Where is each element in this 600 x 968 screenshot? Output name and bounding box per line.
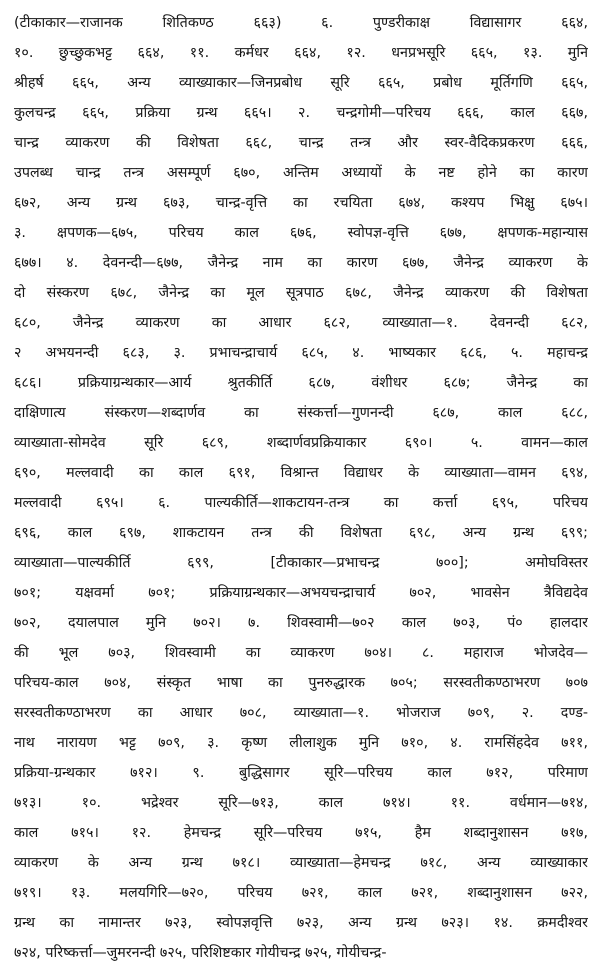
text-line-20: ७०१; यक्षवर्मा ७०१; प्रक्रियाग्रन्थकार—अभयचन्द्राचार्य ७०२, भावसेन त्रैविद्यदेव	[14, 585, 588, 601]
text-line-27: ७१३। १०. भद्रेश्वर सूरि—७१३, काल ७१४। ११. वर्धमान—७१४,	[14, 795, 588, 811]
text-line-24: सरस्वतीकण्ठाभरण का आधार ७०८, व्याख्याता—१. भोजराज ७०९, २. दण्ड-	[14, 705, 588, 721]
text-line-16: ६९०, मल्लवादी का काल ६९१, विश्रान्त विद्याधर के व्याख्याता—वामन ६९४,	[14, 465, 588, 481]
text-line-8: ३. क्षपणक—६७५, परिचय काल ६७६, स्वोपज्ञ-वृत्ति ६७७, क्षपणक-महान्यास	[14, 225, 588, 241]
text-line-2: १०. छुच्छुकभट्ट ६६४, ११. कर्मधर ६६४, १२. धनप्रभसूरि ६६५, १३. मुनि	[14, 45, 588, 61]
text-line-28: काल ७१५। १२. हेमचन्द्र सूरि—परिचय ७१५, हैम शब्दानुशासन ७१७,	[14, 825, 588, 841]
text-line-7: ६७२, अन्य ग्रन्थ ६७३, चान्द्र-वृत्ति का रचयिता ६७४, कश्यप भिक्षु ६७५।	[14, 195, 588, 211]
text-line-14: दाक्षिणात्य संस्करण—शब्दार्णव का संस्कर्त्ता—गुणनन्दी ६८७, काल ६८८,	[14, 405, 588, 421]
text-line-30: ७१९। १३. मलयगिरि—७२०, परिचय ७२१, काल ७२१, शब्दानुशासन ७२२,	[14, 885, 588, 901]
text-line-4: कुलचन्द्र ६६५, प्रक्रिया ग्रन्थ ६६५। २. चन्द्रगोमी—परिचय ६६६, काल ६६७,	[14, 105, 588, 121]
text-line-11: ६८०, जैनेन्द्र व्याकरण का आधार ६८२, व्याख्याता—१. देवनन्दी ६८२,	[14, 315, 588, 331]
text-line-25: नाथ नारायण भट्ट ७०९, ३. कृष्ण लीलाशुक मुनि ७१०, ४. रामसिंहदेव ७११,	[14, 735, 588, 751]
text-line-3: श्रीहर्ष ६६५, अन्य व्याख्याकार—जिनप्रबोध सूरि ६६५, प्रबोध मूर्तिगणि ६६५,	[14, 75, 588, 91]
text-line-22: की भूल ७०३, शिवस्वामी का व्याकरण ७०४। ८. महाराज भोजदेव—	[14, 645, 588, 661]
text-line-17: मल्लवादी ६९५। ६. पाल्यकीर्ति—शाकटायन-तन्त्र का कर्त्ता ६९५, परिचय	[14, 495, 588, 511]
text-line-21: ७०२, दयालपाल मुनि ७०२। ७. शिवस्वामी—७०२ काल ७०३, पं० हालदार	[14, 615, 588, 631]
text-line-23: परिचय-काल ७०४, संस्कृत भाषा का पुनरुद्धारक ७०५; सरस्वतीकण्ठाभरण ७०७	[14, 675, 588, 691]
text-line-6: उपलब्ध चान्द्र तन्त्र असम्पूर्ण ६७०, अन्तिम अध्यायों के नष्ट होने का कारण	[14, 165, 588, 181]
text-line-15: व्याख्याता-सोमदेव सूरि ६८९, शब्दार्णवप्रक्रियाकार ६९०। ५. वामन—काल	[14, 435, 588, 451]
text-line-12: २ अभयनन्दी ६८३, ३. प्रभाचन्द्राचार्य ६८५, ४. भाष्यकार ६८६, ५. महाचन्द्र	[14, 345, 588, 361]
text-line-10: दो संस्करण ६७८, जैनेन्द्र का मूल सूत्रपाठ ६७८, जैनेन्द्र व्याकरण की विशेषता	[14, 285, 588, 301]
text-line-29: व्याकरण के अन्य ग्रन्थ ७१८। व्याख्याता—हेमचन्द्र ७१८, अन्य व्याख्याकार	[14, 855, 588, 871]
text-line-18: ६९६, काल ६९७, शाकटायन तन्त्र की विशेषता ६९८, अन्य ग्रन्थ ६९९;	[14, 525, 588, 541]
text-line-13: ६८६। प्रक्रियाग्रन्थकार—आर्य श्रुतकीर्ति ६८७, वंशीधर ६८७; जैनेन्द्र का	[14, 375, 588, 391]
text-line-1: (टीकाकार—राजानक शितिकण्ठ ६६३) ६. पुण्डरीकाक्ष विद्यासागर ६६४,	[14, 15, 588, 31]
text-line-5: चान्द्र व्याकरण की विशेषता ६६८, चान्द्र तन्त्र और स्वर-वैदिकप्रकरण ६६६,	[14, 135, 588, 151]
text-line-31: ग्रन्थ का नामान्तर ७२३, स्वोपज्ञवृत्ति ७२३, अन्य ग्रन्थ ७२३। १४. क्रमदीश्वर	[14, 915, 588, 931]
text-line-26: प्रक्रिया-ग्रन्थकार ७१२। ९. बुद्धिसागर सूरि—परिचय काल ७१२, परिमाण	[14, 765, 588, 781]
text-line-9: ६७७। ४. देवनन्दी—६७७, जैनेन्द्र नाम का कारण ६७७, जैनेन्द्र व्याकरण के	[14, 255, 588, 271]
text-line-32: ७२४, परिष्कर्त्ता—जुमरनन्दी ७२५, परिशिष्टकार गोयीचन्द्र ७२५, गोयीचन्द्र-	[14, 945, 387, 961]
text-line-19: व्याख्याता—पाल्यकीर्ति ६९९, [टीकाकार—प्रभाचन्द्र ७००]; अमोघविस्तर	[14, 555, 588, 571]
